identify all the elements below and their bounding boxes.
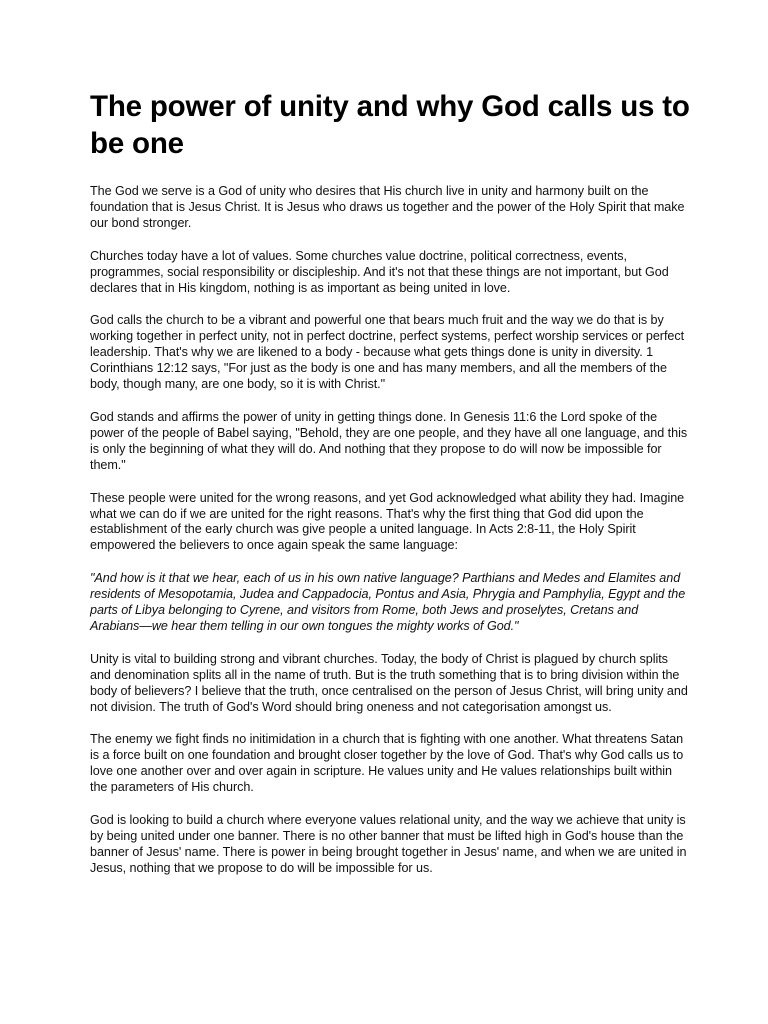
paragraph-8: The enemy we fight finds no initimidation in a church that is fighting with one another. What threatens Satan is a force built on one foundation and brought closer together by the love of God. That's why God calls us to love one another over and over again in scripture. He values unity and He values relationships built within the parameters of His church. [90, 732, 684, 795]
paragraph-5: These people were united for the wrong reasons, and yet God acknowledged what ability they had. Imagine what we can do if we are united for the right reasons. That's why the first thing that God did upon the establishment of the early church was give people a united language. In Acts 2:8-11, the Holy Spirit empowered the believers to once again speak the same language: [90, 490, 685, 553]
scripture-quote: "And how is it that we hear, each of us in his own native language? Parthians and Medes and Elamites and residents of Mesopotamia, Judea and Cappadocia, Pontus and Asia, Phrygia and Pamphylia, Egypt and the parts of Libya belonging to Cyrene, and visitors from Rome, both Jews and proselytes, Cretans and Arabians—we hear them telling in our own tongues the mighty works of God." [90, 571, 686, 633]
document-page [90, 88, 690, 894]
document-title: The power of unity and why God calls us to be one [90, 90, 690, 160]
paragraph-9: God is looking to build a church where everyone values relational unity, and the way we achieve that unity is by being united under one banner. There is no other banner that must be lifted high in God's house than the banner of Jesus' name. There is power in being brought together in Jesus' name, and when we are united in Jesus, nothing that we propose to do will be impossible for us. [90, 813, 687, 875]
paragraph-2: Churches today have a lot of values. Some churches value doctrine, political correctness, events, programmes, social responsibility or discipleship. And it's not that these things are not important, but God declares that in His kingdom, nothing is as important as being united in love. [90, 248, 669, 295]
paragraph-3: God calls the church to be a vibrant and powerful one that bears much fruit and the way we do that is by working together in perfect unity, not in perfect doctrine, perfect systems, perfect worship services or perfect leadership. That's why we are likened to a body - because what gets things done is unity in diversity. 1 Corinthians 12:12 says, "For just as the body is one and has many members, and all the members of the body, though many, are one body, so it is with Christ." [90, 313, 685, 392]
paragraph-1: The God we serve is a God of unity who desires that His church live in unity and harmony built on the foundation that is Jesus Christ. It is Jesus who draws us together and the power of the Holy Spirit that make our bond stronger. [90, 184, 685, 230]
paragraph-7: Unity is vital to building strong and vibrant churches. Today, the body of Christ is plagued by church splits and denomination splits all in the name of truth. But is the truth something that is to bring division within the body of believers? I believe that the truth, once centralised on the person of Jesus Christ, will bring unity and not division. The truth of God's Word should bring oneness and not categorisation amongst us. [90, 651, 688, 714]
paragraph-4: God stands and affirms the power of unity in getting things done. In Genesis 11:6 the Lord spoke of the power of the people of Babel saying, "Behold, they are one people, and they have all one language, and this is only the beginning of what they will do. And nothing that they propose to do will now be impossible for them." [90, 409, 688, 472]
